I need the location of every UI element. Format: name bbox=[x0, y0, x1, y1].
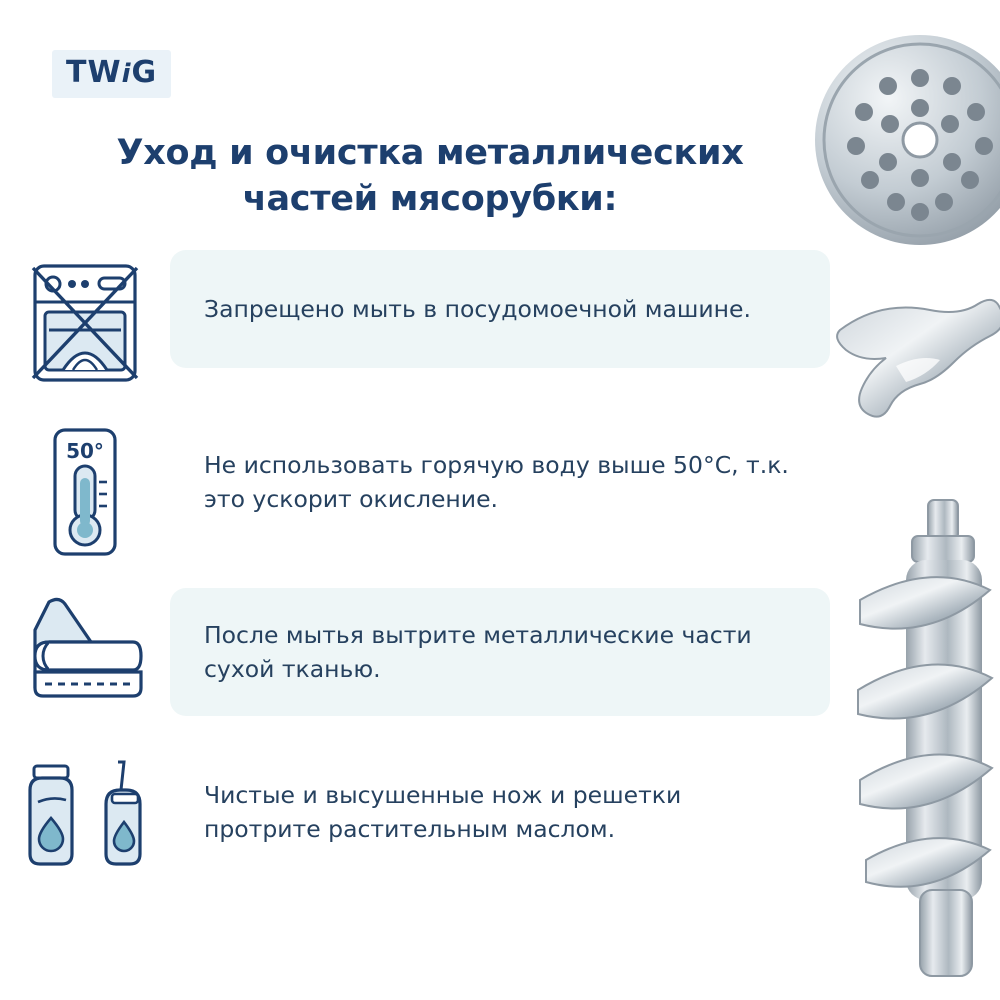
icon-container bbox=[0, 250, 170, 388]
instruction-text: Чистые и высушенные нож и решетки протрите растительным маслом. bbox=[204, 781, 682, 844]
instruction-text: После мытья вытрите металлические части сухой тканью. bbox=[170, 588, 830, 716]
list-item bbox=[0, 250, 860, 388]
list-item bbox=[0, 588, 860, 718]
brand-logo bbox=[52, 50, 171, 98]
icon-container bbox=[0, 748, 170, 876]
thermometer-50-icon bbox=[37, 426, 133, 558]
grinder-screw-photo bbox=[858, 500, 992, 976]
towel-wipe-icon bbox=[21, 596, 149, 708]
no-dishwasher-icon bbox=[29, 258, 141, 388]
svg-text:50°: 50° bbox=[66, 439, 104, 463]
icon-container bbox=[0, 418, 170, 558]
grinder-blade-photo bbox=[837, 300, 1000, 420]
care-instructions-list bbox=[0, 250, 860, 908]
list-item bbox=[0, 418, 860, 558]
list-item bbox=[0, 748, 860, 878]
oil-bottles-icon bbox=[20, 756, 150, 876]
brand-logo-text-1: TW bbox=[66, 55, 122, 90]
instruction-text: Запрещено мыть в посудомоечной машине. bbox=[170, 250, 830, 368]
grinder-plate-photo bbox=[815, 35, 1000, 245]
icon-container bbox=[0, 588, 170, 708]
page-title: Уход и очистка металлических частей мясорубки: bbox=[116, 133, 744, 220]
brand-logo-text-2: i bbox=[121, 59, 132, 89]
brand-logo-text-3: G bbox=[131, 55, 158, 90]
instruction-text: Не использовать горячую воду выше 50°C, т.к. это ускорит окисление. bbox=[204, 451, 789, 514]
